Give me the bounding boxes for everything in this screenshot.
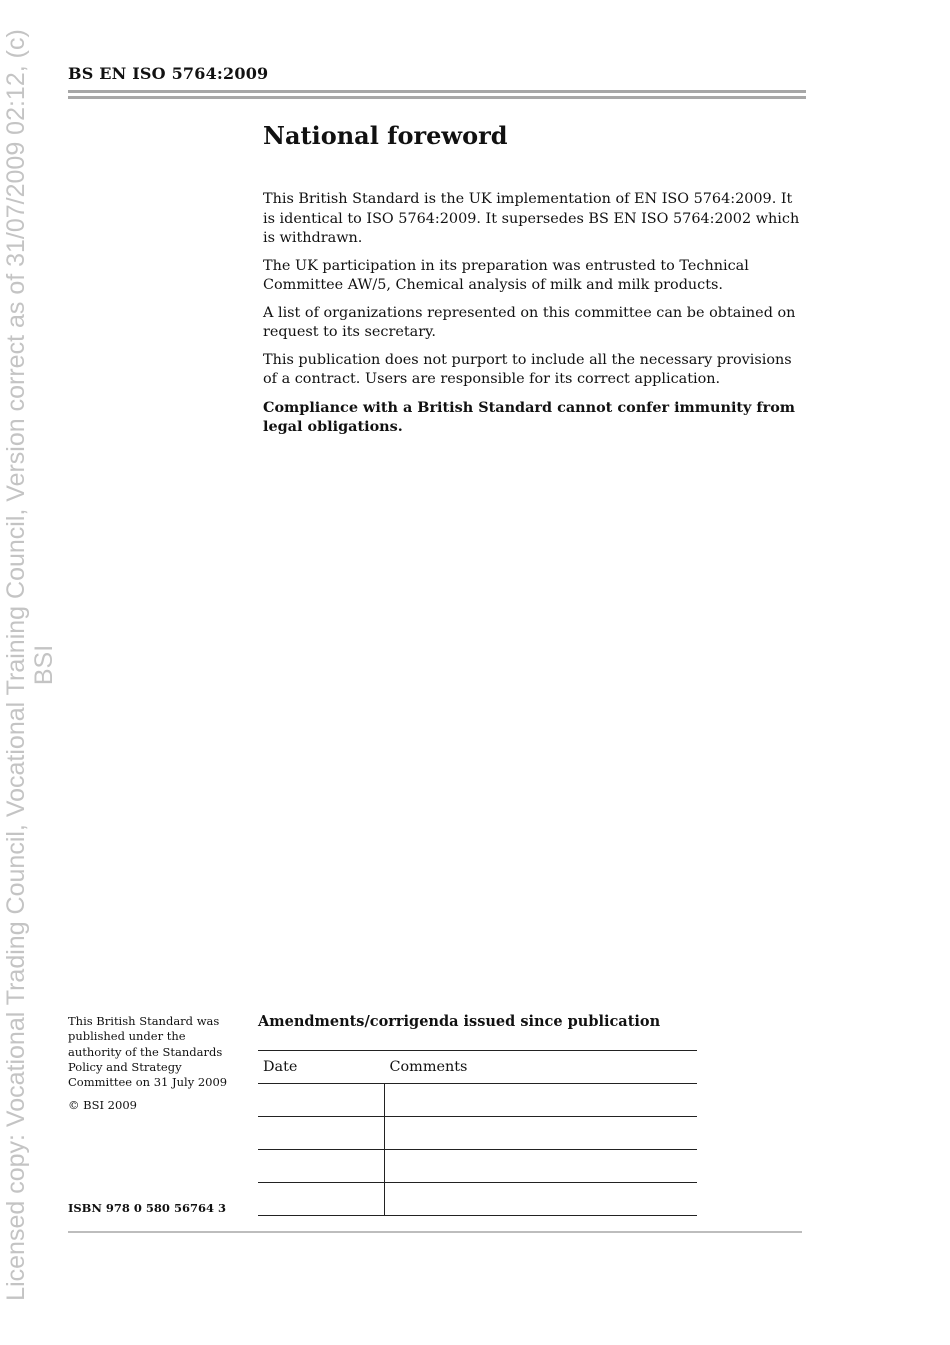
comments-cell xyxy=(385,1084,698,1117)
column-header-date: Date xyxy=(258,1051,385,1084)
comments-cell xyxy=(385,1117,698,1150)
column-header-comments: Comments xyxy=(385,1051,698,1084)
date-cell xyxy=(258,1084,385,1117)
comments-cell xyxy=(385,1150,698,1183)
date-cell xyxy=(258,1117,385,1150)
date-cell xyxy=(258,1183,385,1216)
page-title: National foreword xyxy=(263,121,508,150)
footer-divider xyxy=(68,1231,802,1233)
date-cell xyxy=(258,1150,385,1183)
table-row xyxy=(258,1150,697,1183)
table-row xyxy=(258,1183,697,1216)
license-watermark xyxy=(2,5,62,1325)
table-row xyxy=(258,1084,697,1117)
isbn: ISBN 978 0 580 56764 3 xyxy=(68,1201,226,1215)
document-id: BS EN ISO 5764:2009 xyxy=(68,64,269,83)
foreword-paragraph: A list of organizations represented on this committee can be obtained on request to its secretary. xyxy=(263,304,796,340)
header-divider xyxy=(68,90,806,99)
publication-authority: This British Standard was published under the authority of the Standards Policy and Strategy Committee on 31 July 2009 xyxy=(68,1014,228,1090)
foreword-body xyxy=(263,190,808,445)
foreword-paragraph: This British Standard is the UK implementation of EN ISO 5764:2009. It is identical to ISO 5764:2009. It supersedes BS EN ISO 5764:2002 which is withdrawn. xyxy=(263,191,800,246)
amendments-table xyxy=(258,1050,697,1216)
watermark-line-1: Licensed copy: Vocational Trading Council, Vocational Training Council, Version correct as of 31/07/2009 02:12, (c) xyxy=(2,29,30,1301)
copyright-notice: © BSI 2009 xyxy=(68,1098,137,1113)
watermark-line-2: BSI xyxy=(30,644,58,686)
comments-cell xyxy=(385,1183,698,1216)
table-row xyxy=(258,1117,697,1150)
table-header-row xyxy=(258,1051,697,1084)
compliance-statement: Compliance with a British Standard cannot confer immunity from legal obligations. xyxy=(263,398,796,435)
foreword-paragraph: The UK participation in its preparation was entrusted to Technical Committee AW/5, Chemical analysis of milk and milk products. xyxy=(263,257,749,293)
amendments-title: Amendments/corrigenda issued since publication xyxy=(258,1013,661,1030)
foreword-paragraph: This publication does not purport to include all the necessary provisions of a contract. Users are responsible for its correct application. xyxy=(263,351,792,387)
publication-note xyxy=(68,1014,233,1122)
